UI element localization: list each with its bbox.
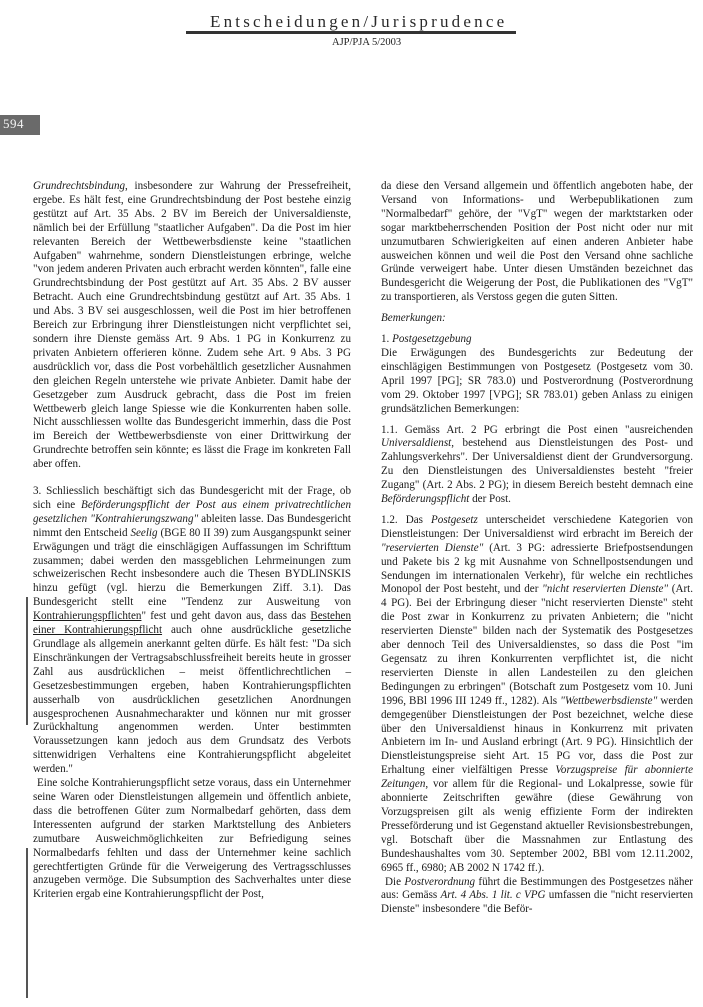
section-number: 1.	[381, 333, 393, 346]
text-run: , vor allem für die Regional- und Lokalpresse, sowie für abonnierte Zeitschriften gewähre (diese Gewährung von Vorzugspreisen gilt als wenig effiziente Form der indirekten Presseförderung und ist Gegenstand aktueller Revisionsbestrebungen, vgl. Botschaft über die Massnahmen zur Entlastung des Bundeshaushaltes vom 30. September 2002, BBl vom 12.11.2002, 6965 ff., 6980; AB 2002 N 1742 ff.).	[381, 778, 693, 874]
paragraph-text: , insbesondere zur Wahrung der Pressefreiheit, ergebe. Es hält fest, eine Grundrechtsbindung der Post bestehe einzig gestützt auf Art. 35 Abs. 2 BV im Bereich der Universaldienste, nämlich bei der Erfüllung "staatlicher Aufgaben". Da die Post im hier relevanten Bereich der Wettbewerbsdienste keine "staatlichen Aufgaben" wahrnehme, sondern Dienstleistungen erbringe, welche "von jedem anderen Privaten auch erbracht werden könnten", falle eine Grundrechtsbindung der Post gestützt auf Art. 35 Abs. 2 BV ausser Betracht. Auch eine Grundrechtsbindung gestützt auf Art. 35 Abs. 1 und Abs. 3 BV sei ausgeschlossen, weil die Post im hier betroffenen Bereich zur Erbringung ihrer Dienstleistungen nicht verpflichtet sei, sondern ihre Dienste gemäss Art. 9 Abs. 1 PG in Konkurrenz zu privaten Anbietern offerieren könne. Zudem sehe Art. 9 Abs. 3 PG ausdrücklich vor, dass die Post vorbehältlich gesetzlicher Ausnahmen den gleichen Regeln unterstehe wie private Anbieter. Damit habe der Gesetzgeber zum Ausdruck gebracht, dass die Post im freien Wettbewerb gleich lange Spiesse wie die Konkurrenten haben solle. Nicht ausschliessen wollte das Bundesgericht immerhin, dass die Post im Bereich der Wettbewerbsdienste von einer Drittwirkung der Grundrechte betroffen sein könnte; es lässt die Frage im konkreten Fall aber offen.	[33, 180, 351, 471]
italic-term: Postverordnung	[404, 875, 476, 888]
text-run: (Art. 3 PG: adressierte Briefpostsendungen und Pakete bis 2 kg mit Ausnahme von Schnellpostsendungen und Sendungen im internationalen Verkehr), für welche ein rechtliches Monopol der Post besteht, und der	[381, 541, 693, 596]
italic-term: Grundrechtsbindung	[33, 180, 126, 192]
margin-mark	[26, 848, 28, 998]
underlined-term: Kontrahierungspflichten	[33, 610, 142, 623]
italic-term: Seelig	[130, 526, 158, 539]
italic-term: Postgesetz	[431, 513, 478, 526]
text-run: ableiten lasse. Das Bundesgericht nimmt den Entscheid	[33, 512, 351, 539]
text-run: 1.2. Das	[381, 513, 431, 526]
italic-term: "nicht reservierten Dienste"	[542, 583, 669, 596]
text-run: 1.1. Gemäss Art. 2 PG erbringt die Post einen "ausreichenden	[381, 423, 693, 436]
page-number: 594	[3, 116, 24, 131]
paragraph	[381, 514, 693, 876]
remarks-heading: Bemerkungen:	[381, 312, 446, 325]
paragraph: Eine solche Kontrahierungspflicht setze voraus, dass ein Unternehmer seine Waren oder Dienstleistungen allgemein und öffentlich anbiete, dass die betroffenen Güter zum Normalbedarf gehörten, dass dem Interessenten aufgrund der starken Marktstellung des Anbieters zumutbare Ausweichmöglichkeiten zur Befriedigung seines Normalbedarfs fehlten und dass der Unternehmer keine sachlich gerechtfertigten Gründe für die Verweigerung des Vertragsschlusses anzugeben vermöge. Die Subsumption des Sachverhaltes unter diese Kriterien ergab eine Kontrahierungspflicht der Post,	[33, 777, 351, 901]
text-run: werden demgegenüber Dienstleistungen der Post bezeichnet, welche diese über den Universaldienst hinaus in Konkurrenz mit privaten Anbietern im In- und Ausland erbringt (Art. 9 PG). Hinsichtlich der Dienstleistungspreise sieht Art. 15 PG vor, dass die Post zur Erhaltung einer vielfältigen Presse	[381, 694, 693, 777]
section-title: Postgesetzgebung	[392, 333, 472, 346]
journal-reference: AJP/PJA 5/2003	[332, 37, 402, 48]
text-run: umfassen die "nicht reservierten Dienste" insbesondere "die Beför-	[381, 889, 693, 916]
margin-mark	[26, 597, 28, 725]
italic-term: "Wettbewerbsdienste"	[560, 694, 658, 707]
left-column	[33, 180, 351, 902]
header-rule	[186, 31, 516, 34]
section-title: Entscheidungen/Jurisprudence	[210, 12, 508, 31]
paragraph	[33, 180, 351, 472]
text-run: führt die Bestimmungen des Postgesetzes näher aus: Gemäss	[381, 875, 694, 902]
text-run: Die	[385, 875, 405, 888]
text-run: unterscheidet verschiedene Kategorien von Dienstleistungen: Der Universaldienst wird erbracht im Bereich der	[381, 513, 693, 540]
right-column	[381, 180, 693, 917]
paragraph	[381, 424, 693, 507]
text-run: (Art. 4 PG). Bei der Erbringung dieser "nicht reservierten Dienste" steht die Post zwar in Konkurrenz zu privaten Anbietern; die "nicht reservierten Dienste" bilden nach der Systematik des Postgesetzes aber dennoch Teil des Universaldienstes, so dass die Post "im Gegensatz zu ihren Konkurrenten verpflichtet ist, die nicht reservierten Dienste in allen Landesteilen zu den gleichen Bedingungen zu erbringen" (Botschaft zum Postgesetz vom 10. Juni 1996, BBl 1996 III 1249 ff., 1282). Als	[381, 583, 694, 707]
text-run: (BGE 80 II 39) zum Ausgangspunkt seiner Erwägungen und trägt die einschlägigen Auffassungen im Schrifttum zusammen; dabei werden den massgeblichen Lehrmeinungen zum schweizerischen Recht insbesondere auch die Thesen BYDLINSKIS hinzu gefügt (vgl. hierzu die Bemerkungen Ziff. 3.1). Das Bundesgericht stellt eine "Tendenz zur Ausweitung von	[33, 526, 351, 609]
paragraph: da diese den Versand allgemein und öffentlich angeboten habe, der Versand von Informations- und Werbepublikationen zum "Normalbedarf" gehöre, der "VgT" wegen der marktstarken oder sogar marktbeherrschenden Position der Post nicht oder nur mit unzumutbaren Schwierigkeiten auf einen anderen Anbieter habe ausweichen können und weil die Post den Versand ohne sachliche Gründe verweigert habe. Unter diesen Umständen bezeichnet das Bundesgericht die Weigerung der Post, die Publikationen des "VgT" zu transportieren, als Verstoss gegen die guten Sitten.	[381, 180, 693, 304]
italic-term: Beförderungspflicht der Post aus einem privatrechtlichen gesetzlichen "Kontrahierungszwang"	[33, 498, 351, 525]
page-number-tab	[0, 115, 40, 135]
italic-term: Vorzugspreise für abonnierte Zeitungen	[381, 764, 693, 791]
text-run: 3. Schliesslich beschäftigt sich das Bundesgericht mit der Frage, ob sich eine	[33, 485, 351, 511]
section-heading	[381, 333, 693, 347]
text-run: der Post.	[469, 493, 511, 506]
text-run: , bestehend aus Dienstleistungen des Post- und Zahlungsverkehrs". Der Universaldienst dient der Grundversorgung. Zu den Dienstleistungen des Universaldienstes besteht "freier Zugang" (Art. 2 Abs. 2 PG); in diesem Bereich besteht demnach eine	[381, 437, 693, 492]
text-run: " fest und geht davon aus, dass das	[141, 610, 311, 623]
text-run: auch ohne ausdrückliche gesetzliche Grundlage als allgemein anerkannt gelten dürfe. Es hält fest: "Da sich Einschränkungen der Vertragsabschlussfreiheit bereits heute in grosser Zahl aus ausdrücklichen – meist öffentlichrechtlichen – Gesetzesbestimmungen ergeben, haben Kontrahierungspflichten ausserhalb von ausdrücklichen gesetzlichen Anordnungen ausgesprochenen Ausnahmecharakter und können nur mit grosser Zurückhaltung angenommen werden. Unter bestimmten Voraussetzungen kann jedoch aus dem Grundsatz des Verbots sittenwidrigen Verhaltens eine Kontrahierungspflicht abgeleitet werden."	[33, 624, 352, 776]
italic-term: "reservierten Dienste"	[381, 541, 484, 554]
paragraph: Die Erwägungen des Bundesgerichts zur Bedeutung der einschlägigen Bestimmungen von Postgesetz (Postgesetz vom 30. April 1997 [PG]; SR 783.0) und Postverordnung (Postverordnung vom 29. Oktober 1997 [VPG]; SR 783.01) geben Anlass zu einigen grundsätzlichen Bemerkungen:	[381, 346, 693, 415]
underlined-term: Bestehen einer Kontrahierungspflicht	[33, 610, 351, 637]
italic-term: Beförderungspflicht	[381, 493, 470, 506]
italic-term: Universaldienst	[381, 437, 452, 450]
paragraph	[33, 485, 351, 777]
italic-term: Art. 4 Abs. 1 lit. c VPG	[440, 889, 546, 902]
paragraph	[381, 876, 693, 918]
